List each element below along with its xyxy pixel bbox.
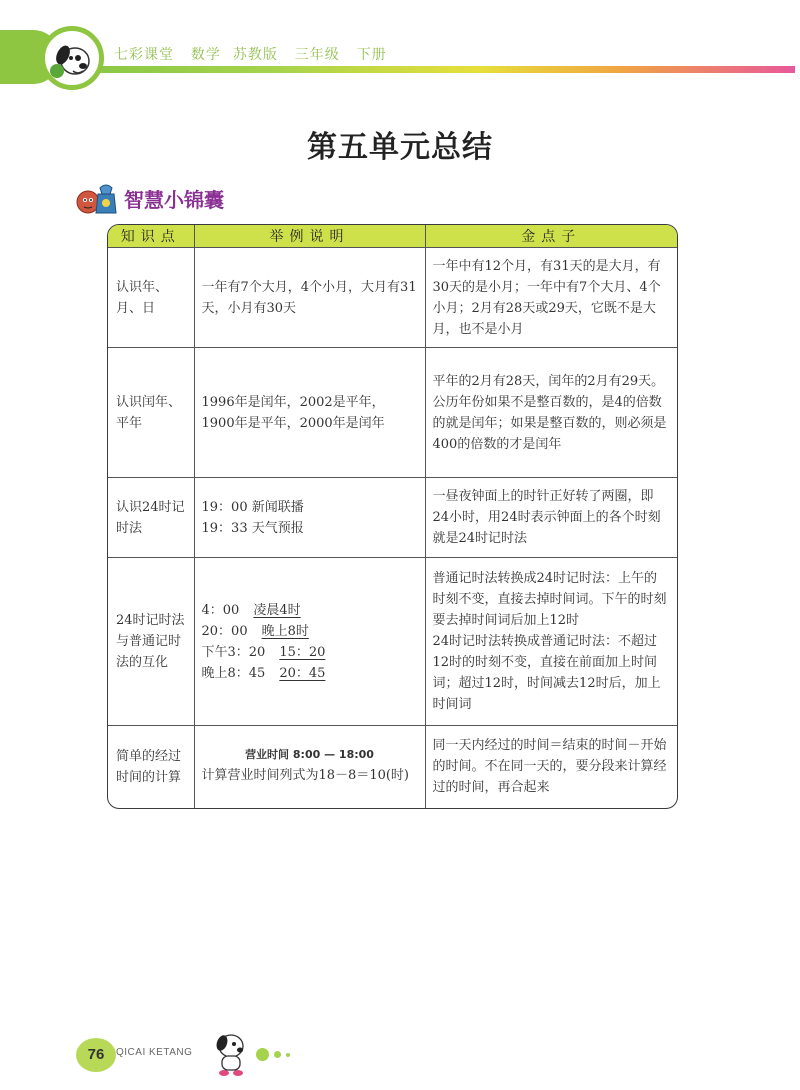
page-title: 第五单元总结	[307, 130, 493, 165]
table-row	[108, 348, 677, 478]
row-example	[194, 478, 425, 558]
column-header-topic: 知识点	[108, 225, 194, 248]
table-header-row	[108, 225, 677, 248]
row-tip: 同一天内经过的时间＝结束的时间－开始的时间。不在同一天的，要分段来计算经过的时间，再合起来	[432, 738, 667, 796]
row-example: 一年有7个大月，4个小月，大月有31天，小月有30天	[194, 248, 425, 348]
footer-dog-mascot	[210, 1030, 250, 1078]
conversion-line	[202, 621, 418, 642]
header-series: 七彩课堂	[114, 46, 174, 62]
header-subject: 数学	[190, 46, 221, 62]
table-row	[108, 478, 677, 558]
conversion-left: 晚上8：45	[201, 665, 266, 681]
header-grade: 三年级	[294, 46, 340, 62]
conversion-right: 凌晨4时	[253, 602, 301, 618]
tip-paragraph: 24时记时法转换成普通记时法：不超过12时的时刻不变，直接在前面加上时间词；超过12时，时间减去12时后，加上时间词	[432, 634, 661, 712]
row-tip: 平年的2月有28天，闰年的2月有29天。公历年份如果不是整百数的，是4的倍数的就是闰年；如果是整百数的，则必须是400的倍数的才是闰年	[425, 348, 677, 478]
header-series-text	[114, 44, 399, 64]
row-tip: 一年中有12个月，有31天的是大月，有30天的是小月；一年中有7个大月、4个小月；2月有28天或29天，它既不是大月，也不是小月	[425, 248, 677, 348]
conversion-right: 15：20	[279, 644, 326, 660]
table-row	[108, 248, 677, 348]
dog-mascot-logo	[40, 26, 104, 90]
header-volume: 下册	[356, 46, 387, 62]
conversion-right: 20：45	[279, 665, 326, 681]
header-color-bar	[0, 66, 795, 73]
row-tip	[425, 558, 677, 726]
row-example: 1996年是闰年，2002是平年，1900年是平年，2000年是闰年	[194, 348, 425, 478]
summary-table	[107, 224, 678, 809]
conversion-left: 下午3：20	[201, 644, 266, 660]
header-edition: 苏教版	[232, 46, 278, 62]
row-topic: 认识年、月、日	[108, 248, 194, 348]
footer-brand: QICAI KETANG	[116, 1047, 193, 1058]
table-row	[108, 558, 677, 726]
conversion-right: 晚上8时	[261, 623, 309, 639]
example-line: 19：33 天气预报	[201, 520, 304, 536]
row-example	[194, 558, 425, 726]
footer-dot-large	[256, 1048, 269, 1061]
table-row	[108, 726, 677, 808]
column-header-tip: 金点子	[425, 225, 677, 248]
footer-dot-small	[286, 1053, 290, 1057]
tip-paragraph: 普通记时法转换成24时记时法：上午的时刻不变，直接去掉时间词。下午的时刻要去掉时间词后加上12时	[432, 571, 667, 628]
row-topic: 认识24时记时法	[108, 478, 194, 558]
example-line: 19：00 新闻联播	[201, 499, 304, 515]
business-hours-sign: 营业时间 8:00 — 18:00	[245, 748, 374, 762]
conversion-line	[202, 663, 418, 684]
row-tip: 一昼夜钟面上的时针正好转了两圈，即24小时，用24时表示钟面上的各个时刻就是24时记时法	[425, 478, 677, 558]
column-header-example: 举例说明	[194, 225, 425, 248]
row-topic: 24时记时法与普通记时法的互化	[108, 558, 194, 726]
row-example	[194, 726, 425, 808]
conversion-line	[202, 642, 418, 663]
page-number: 76	[76, 1038, 116, 1072]
conversion-left: 20：00	[201, 623, 248, 639]
conversion-left: 4：00	[201, 602, 240, 618]
section-title: 智慧小锦囊	[124, 188, 224, 212]
conversion-line	[202, 600, 418, 621]
treasure-bag-icon	[74, 180, 118, 216]
footer-dot-medium	[274, 1051, 281, 1058]
row-topic: 简单的经过时间的计算	[108, 726, 194, 808]
example-line: 计算营业时间列式为18－8＝10(时)	[201, 768, 409, 784]
row-topic: 认识闰年、平年	[108, 348, 194, 478]
